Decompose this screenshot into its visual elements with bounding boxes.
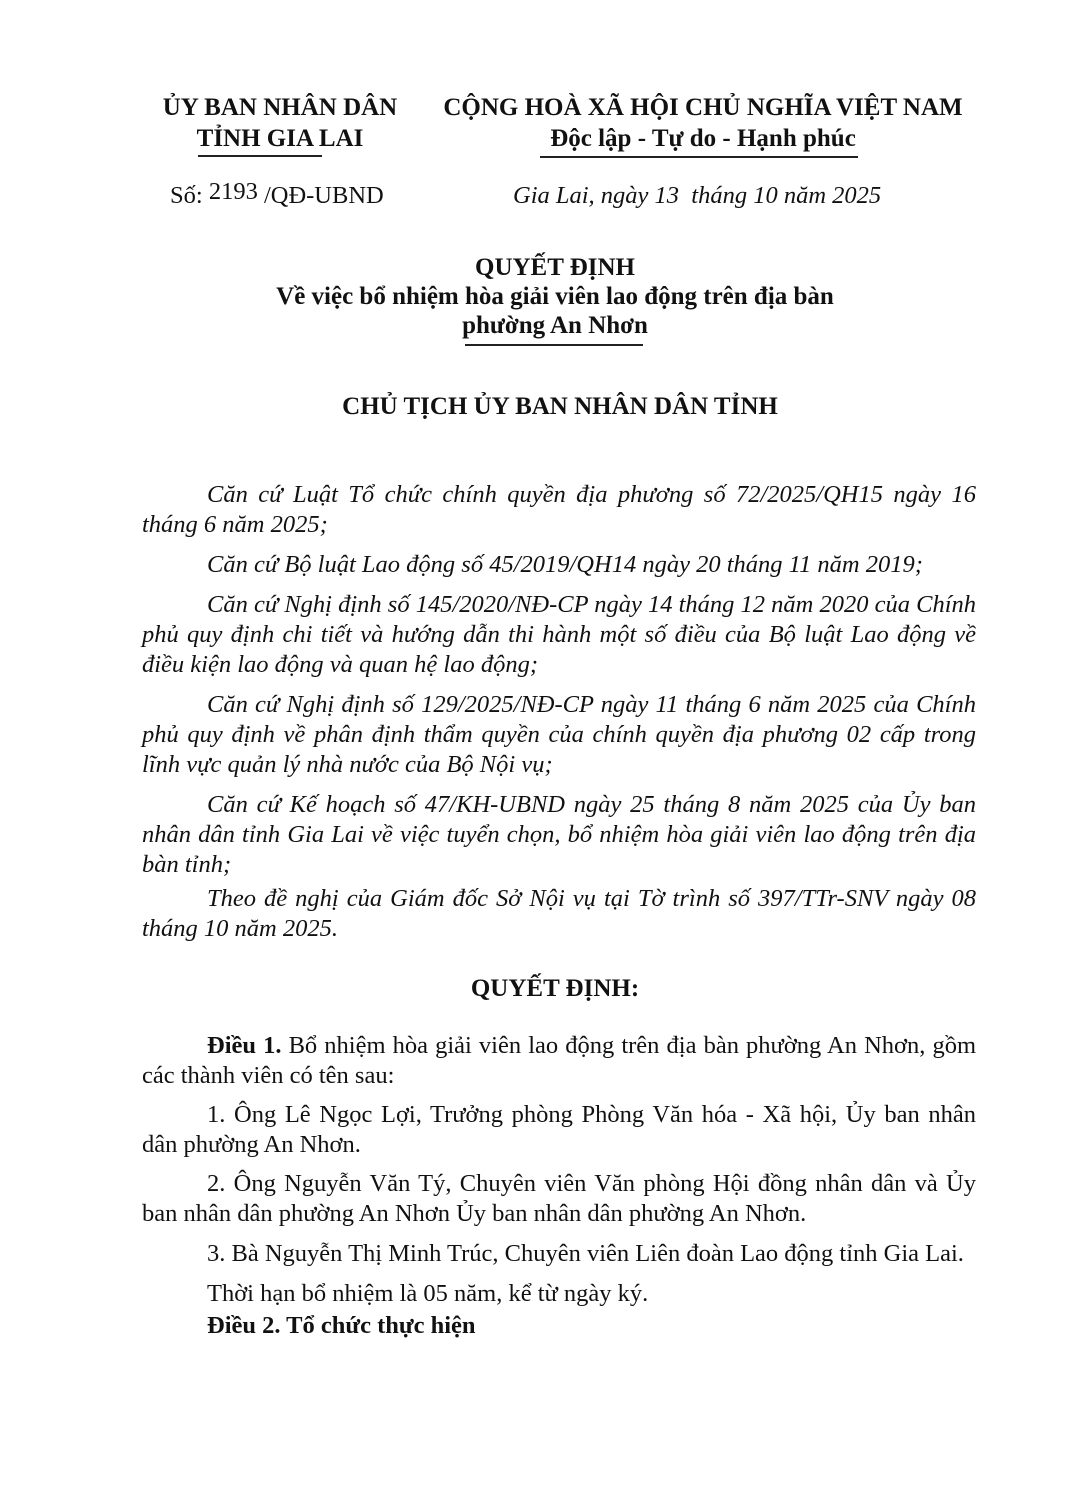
member-item: 1. Ông Lê Ngọc Lợi, Trưởng phòng Phòng Văn hóa - Xã hội, Ủy ban nhân dân phường An Nhơn. — [142, 1101, 976, 1158]
agency-line2: TỈNH GIA LAI — [196, 125, 364, 152]
title-subject-line1: Về việc bổ nhiệm hòa giải viên lao động trên địa bàn — [276, 283, 834, 310]
title-subject-line2: phường An Nhơn — [462, 312, 648, 339]
member-item: 2. Ông Nguyễn Văn Tý, Chuyên viên Văn phòng Hội đồng nhân dân và Ủy ban nhân dân phường An Nhơn Ủy ban nhân dân phường An Nhơn. — [142, 1170, 976, 1227]
issuing-agency — [150, 92, 410, 154]
document-number — [170, 178, 384, 210]
basis-item: Căn cứ Kế hoạch số 47/KH-UBND ngày 25 tháng 8 năm 2025 của Ủy ban nhân dân tỉnh Gia Lai về việc tuyển chọn, bổ nhiệm hòa giải viên lao động trên địa bàn tỉnh; — [142, 791, 976, 878]
basis-item: Căn cứ Bộ luật Lao động số 45/2019/QH14 ngày 20 tháng 11 năm 2019; — [207, 551, 923, 578]
motto-underline — [540, 156, 858, 158]
article-1 — [142, 1031, 976, 1091]
nation-line1: CỘNG HOÀ XÃ HỘI CHỦ NGHĨA VIỆT NAM — [443, 94, 963, 121]
authority-heading: CHỦ TỊCH ỦY BAN NHÂN DÂN TỈNH — [342, 393, 778, 420]
decision-heading: QUYẾT ĐỊNH: — [470, 975, 640, 1002]
article-2-heading: Điều 2. Tổ chức thực hiện — [207, 1312, 476, 1339]
legal-bases — [142, 480, 976, 954]
articles — [142, 1031, 976, 1351]
basis-item: Căn cứ Nghị định số 145/2020/NĐ-CP ngày 14 tháng 12 năm 2020 của Chính phủ quy định chi tiết và hướng dẫn thi hành một số điều của Bộ luật Lao động về điều kiện lao động và quan hệ lao động; — [142, 591, 977, 678]
appointment-term: Thời hạn bổ nhiệm là 05 năm, kể từ ngày ký. — [207, 1280, 649, 1307]
basis-item: Theo đề nghị của Giám đốc Sở Nội vụ tại Tờ trình số 397/TTr-SNV ngày 08 tháng 10 năm 2025. — [142, 885, 976, 942]
basis-item: Căn cứ Luật Tổ chức chính quyền địa phương số 72/2025/QH15 ngày 16 tháng 6 năm 2025; — [142, 481, 976, 538]
number-suffix: /QĐ-UBND — [263, 182, 384, 209]
number-value: 2193 — [208, 178, 258, 205]
decision-title — [0, 253, 1080, 340]
title-heading: QUYẾT ĐỊNH — [475, 254, 635, 281]
number-prefix: Số: — [170, 182, 203, 209]
agency-underline — [198, 155, 322, 157]
national-motto — [433, 92, 973, 154]
agency-line1: ỦY BAN NHÂN DÂN — [162, 94, 398, 121]
article-1-label: Điều 1. — [207, 1032, 282, 1059]
place-date: Gia Lai, ngày 13 tháng 10 năm 2025 — [513, 182, 882, 209]
nation-line2: Độc lập - Tự do - Hạnh phúc — [550, 125, 856, 152]
article-1-text: Bổ nhiệm hòa giải viên lao động trên địa bàn phường An Nhơn, gồm các thành viên có tên sau: — [142, 1032, 977, 1089]
title-underline — [465, 344, 643, 346]
member-item: 3. Bà Nguyễn Thị Minh Trúc, Chuyên viên Liên đoàn Lao động tỉnh Gia Lai. — [207, 1240, 964, 1267]
basis-item: Căn cứ Nghị định số 129/2025/NĐ-CP ngày 11 tháng 6 năm 2025 của Chính phủ quy định về phân định thẩm quyền của chính quyền địa phương 02 cấp trong lĩnh vực quản lý nhà nước của Bộ Nội vụ; — [142, 691, 976, 778]
